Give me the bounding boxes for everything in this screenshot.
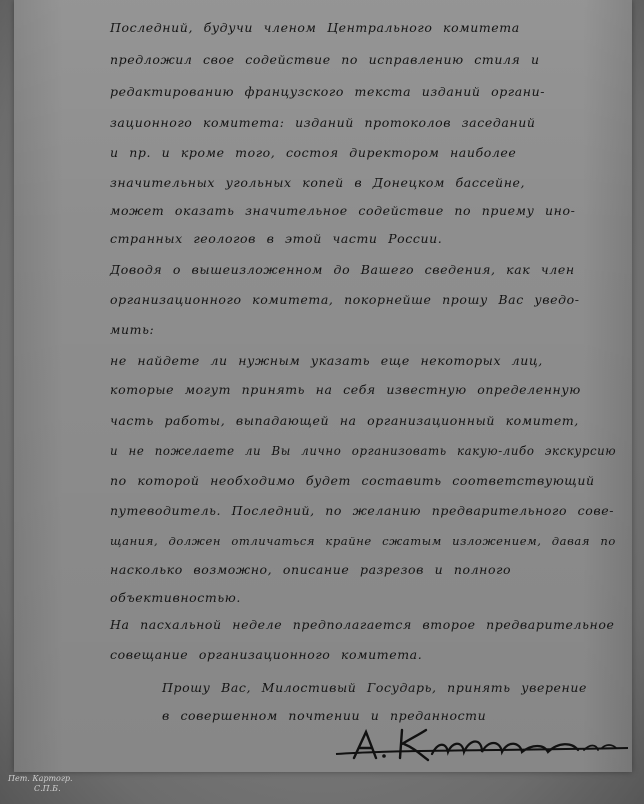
closing-line: в совершенном почтении и преданности <box>162 708 487 723</box>
text-line: которые могут принять на себя известную определенную <box>110 382 581 397</box>
text-line: может оказать значительное содействие по приему ино- <box>110 203 576 218</box>
text-line: странных геологов в этой части России. <box>110 231 443 246</box>
text-line: щания, должен отличаться крайне сжатым изложением, давая по <box>110 534 616 548</box>
text-line: насколько возможно, описание разрезов и полного <box>110 562 512 577</box>
text-line: Последний, будучи членом Центрального комитета <box>110 20 520 35</box>
text-line: совещание организационного комитета. <box>110 647 423 662</box>
text-line: путеводитель. Последний, по желанию предварительного сове- <box>110 503 615 518</box>
text-line: не найдете ли нужным указать еще некоторых лиц, <box>110 353 543 368</box>
text-line: зационного комитета: изданий протоколов заседаний <box>110 115 536 130</box>
text-line: редактированию французского текста изданий органи- <box>110 84 546 99</box>
text-line: организационного комитета, покорнейше прошу Вас уведо- <box>110 292 580 307</box>
text-line: часть работы, выпадающей на организационный комитет, <box>110 413 579 428</box>
text-line: мить: <box>110 322 155 337</box>
text-line: и пр. и кроме того, состоя директором наиболее <box>110 145 517 160</box>
text-line: объективностью. <box>110 590 241 605</box>
text-line: по которой необходимо будет составить соответствующий <box>110 473 595 488</box>
text-line: значительных угольных копей в Донецком бассейне, <box>110 175 526 190</box>
photographer-stamp <box>8 774 88 800</box>
stamp-line: Пет. Картогр. <box>8 774 73 783</box>
document-sheet <box>14 0 632 772</box>
text-line: и не пожелаете ли Вы лично организовать какую-либо экскурсию <box>110 444 617 458</box>
text-line: На пасхальной неделе предполагается второе предварительное <box>110 617 615 632</box>
text-line: предложил свое содействие по исправлению стиля и <box>110 52 540 67</box>
stamp-line: С.П.Б. <box>34 784 61 793</box>
text-line: Доводя о вышеизложенном до Вашего сведения, как член <box>110 262 575 277</box>
handwritten-signature <box>332 724 632 770</box>
closing-line: Прошу Вас, Милостивый Государь, принять уверение <box>162 680 588 695</box>
